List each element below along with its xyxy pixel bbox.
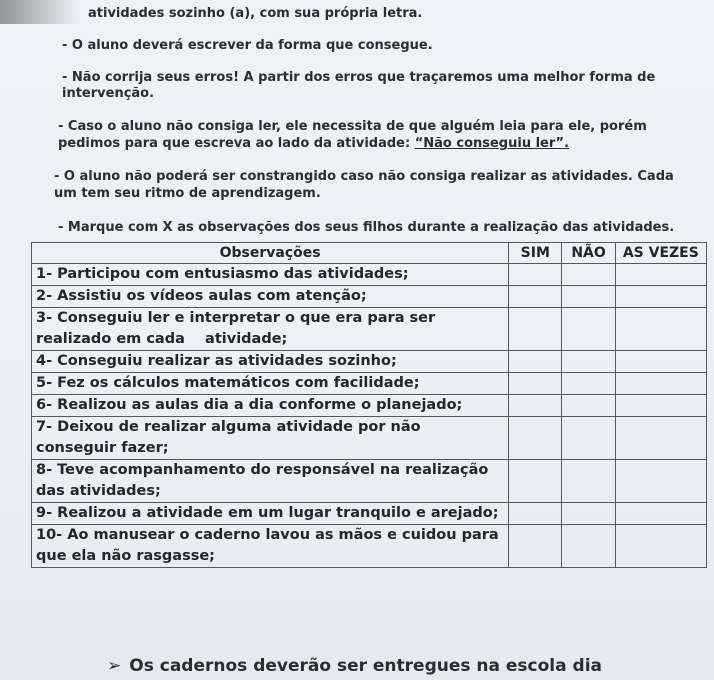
observation-text: 7- Deixou de realizar alguma atividade por não conseguir fazer; <box>32 417 509 460</box>
checkbox-nao[interactable] <box>562 417 615 460</box>
header-observacoes: Observações <box>32 243 509 264</box>
instruction-line-1: - O aluno deverá escrever da forma que consegue. <box>62 38 433 53</box>
header-nao: NÃO <box>562 243 615 264</box>
observation-text: 3- Conseguiu ler e interpretar o que era para ser realizado em cada atividade; <box>32 308 509 351</box>
instruction-line-3c: “Não conseguiu ler”. <box>414 136 570 151</box>
checkbox-nao[interactable] <box>562 308 615 351</box>
checkbox-nao[interactable] <box>562 264 615 286</box>
checkbox-nao[interactable] <box>562 460 615 503</box>
table-row <box>32 460 707 503</box>
table-row <box>32 395 707 417</box>
checkbox-as-vezes[interactable] <box>615 308 706 351</box>
checkbox-as-vezes[interactable] <box>615 286 706 308</box>
instruction-line-2a: - Não corrija seus erros! A partir dos erros que traçaremos uma melhor forma de <box>62 70 656 85</box>
table-row <box>32 264 707 286</box>
instruction-line-4b: um tem seu ritmo de aprendizagem. <box>54 186 321 201</box>
arrow-bullet-icon: ➢ <box>107 656 122 676</box>
checkbox-nao[interactable] <box>562 373 615 395</box>
checkbox-as-vezes[interactable] <box>615 503 706 525</box>
table-row <box>32 373 707 395</box>
observations-table <box>31 242 707 568</box>
checkbox-as-vezes[interactable] <box>615 351 706 373</box>
observation-text: 9- Realizou a atividade em um lugar tranquilo e arejado; <box>32 503 509 525</box>
checkbox-nao[interactable] <box>562 395 615 417</box>
observation-text: 8- Teve acompanhamento do responsável na realização das atividades; <box>32 460 509 503</box>
observation-text: 2- Assistiu os vídeos aulas com atenção; <box>32 286 509 308</box>
checkbox-nao[interactable] <box>562 503 615 525</box>
table-row <box>32 286 707 308</box>
checkbox-as-vezes[interactable] <box>615 395 706 417</box>
checkbox-as-vezes[interactable] <box>615 525 706 568</box>
checkbox-sim[interactable] <box>509 373 562 395</box>
checkbox-sim[interactable] <box>509 264 562 286</box>
checkbox-nao[interactable] <box>562 351 615 373</box>
footer-text: Os cadernos deverão ser entregues na escola dia <box>129 656 602 676</box>
checkbox-as-vezes[interactable] <box>615 460 706 503</box>
instruction-line-5: - Marque com X as observações dos seus filhos durante a realização das atividades. <box>58 220 675 235</box>
checkbox-sim[interactable] <box>509 460 562 503</box>
instruction-line-4a: - O aluno não poderá ser constrangido caso não consiga realizar as atividades. Cada <box>54 169 674 184</box>
checkbox-nao[interactable] <box>562 286 615 308</box>
observation-text: 4- Conseguiu realizar as atividades sozinho; <box>32 351 509 373</box>
instruction-line-3b <box>58 136 569 152</box>
instruction-line-3b-text: pedimos para que escreva ao lado da atividade: <box>58 136 415 151</box>
table-row <box>32 417 707 460</box>
checkbox-as-vezes[interactable] <box>615 373 706 395</box>
table-row <box>32 308 707 351</box>
checkbox-sim[interactable] <box>509 395 562 417</box>
table-row <box>32 351 707 373</box>
checkbox-as-vezes[interactable] <box>615 417 706 460</box>
table-row <box>32 503 707 525</box>
observation-text: 1- Participou com entusiasmo das atividades; <box>32 264 509 286</box>
checkbox-as-vezes[interactable] <box>615 264 706 286</box>
checkbox-sim[interactable] <box>509 308 562 351</box>
header-as-vezes: AS VEZES <box>615 243 706 264</box>
checkbox-sim[interactable] <box>509 286 562 308</box>
observation-text: 10- Ao manusear o caderno lavou as mãos e cuidou para que ela não rasgasse; <box>32 525 509 568</box>
table-row <box>32 525 707 568</box>
instruction-line-2b: intervenção. <box>62 86 155 101</box>
footer-note <box>107 656 602 676</box>
table-header-row <box>32 243 707 264</box>
checkbox-sim[interactable] <box>509 351 562 373</box>
page-shadow <box>0 0 80 24</box>
checkbox-sim[interactable] <box>509 503 562 525</box>
instruction-line-0: atividades sozinho (a), com sua própria letra. <box>88 6 423 21</box>
checkbox-nao[interactable] <box>562 525 615 568</box>
observation-text: 6- Realizou as aulas dia a dia conforme o planejado; <box>32 395 509 417</box>
checkbox-sim[interactable] <box>509 417 562 460</box>
instruction-line-3a: - Caso o aluno não consiga ler, ele necessita de que alguém leia para ele, porém <box>58 119 647 134</box>
checkbox-sim[interactable] <box>509 525 562 568</box>
header-sim: SIM <box>509 243 562 264</box>
observation-text: 5- Fez os cálculos matemáticos com facilidade; <box>32 373 509 395</box>
